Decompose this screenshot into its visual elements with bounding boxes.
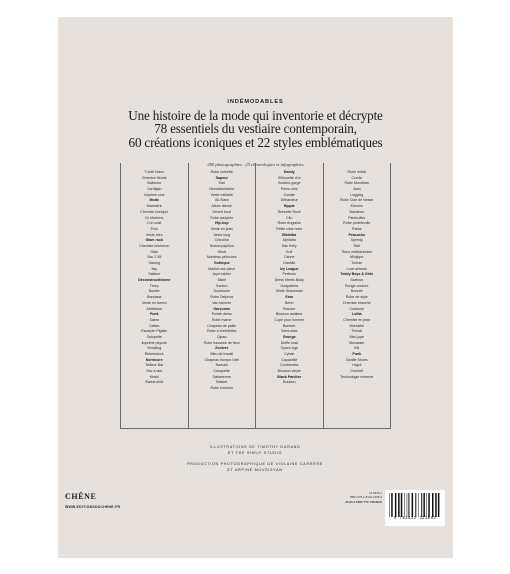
- index-entry: Doudoune: [213, 289, 231, 294]
- index-entry: Veste en jean: [210, 226, 233, 231]
- index-entry: Blouson vinyle: [277, 369, 301, 374]
- index-entry: Hayol: [352, 363, 362, 368]
- index-entry: Pantoufles: [348, 215, 366, 220]
- index-entry: Dr Martens: [145, 215, 164, 220]
- index-entry: Parka: [352, 226, 362, 231]
- index-style-heading: Zooters: [215, 346, 229, 351]
- barcode-bar: [435, 493, 437, 517]
- index-entry: Sac à dos: [146, 369, 163, 374]
- index-entry: Turban: [351, 261, 363, 265]
- index-entry: Chemise en jean: [343, 317, 371, 322]
- index-entry: Mini-jupe: [349, 334, 365, 339]
- index-entry: Robe Anglaise: [277, 221, 301, 226]
- index-entry: Sarbour: [350, 278, 364, 283]
- index-entry: Cardigan: [146, 187, 162, 192]
- index-entry: Tissu ombbarzinien: [341, 249, 373, 254]
- index-entry: Silhouette d'm: [277, 175, 301, 180]
- index-entry: Duffle coat: [280, 340, 298, 345]
- index-entry: Robe de style: [345, 295, 368, 300]
- index-column: [323, 163, 392, 429]
- price: 25,90 € PRIX TTC FRANCE: [345, 499, 382, 504]
- index-entry: Speedy: [350, 238, 363, 243]
- headline-line: Une histoire de la mode qui inventorie et décrypte: [128, 108, 383, 123]
- index-entry: Guayabera: [280, 283, 299, 288]
- index-entry: Imprimé lune: [143, 192, 165, 197]
- index-entry: Sac Kelly: [281, 243, 297, 248]
- index-entry: Gatu: [150, 249, 159, 254]
- index-entry: Legging: [350, 192, 364, 197]
- index-entry: Djellaba: [282, 238, 296, 243]
- index-entry: Smoking: [147, 346, 162, 351]
- index-entry: Soutien-gorge: [277, 181, 301, 186]
- barcode-bar: [415, 493, 416, 517]
- index-style-heading: Hippie: [283, 204, 295, 209]
- index-entry: Veste Shackman: [275, 289, 303, 294]
- index-entry: Namaki: [215, 363, 228, 368]
- publisher-website: WWW.EDITIONSDUCHENE.FR: [65, 505, 121, 509]
- contents-index: [120, 163, 391, 429]
- index-style-heading: Ivy League: [279, 266, 299, 271]
- index-entry: Robe Delphos: [210, 295, 234, 300]
- barcode-bar: [421, 493, 422, 517]
- index-entry: Robe mame: [211, 317, 232, 322]
- publisher-logo: CHÊNE: [65, 492, 97, 501]
- barcode-bar: [404, 493, 405, 517]
- index-column: [188, 163, 256, 429]
- index-entry: Robe Mondrian: [344, 181, 370, 186]
- credit-line: ET ARPINÉ MOVSISYAN: [227, 468, 283, 473]
- index-style-heading: Bikiniba: [282, 232, 297, 237]
- index-entry: Bomber: [282, 323, 296, 328]
- headline: [68, 109, 443, 149]
- index-entry: Technologie extreme: [340, 374, 374, 379]
- index-entry: Bresette Roxil: [278, 209, 301, 214]
- index-entry: Imprimé psyché: [141, 340, 167, 345]
- index-entry: Santon: [216, 283, 228, 288]
- index-entry: Culotte: [283, 192, 295, 197]
- barcode-bar: [389, 493, 390, 517]
- retail-info: [302, 491, 382, 504]
- index-entry: Van bonnee: [212, 300, 232, 305]
- index-entry: Ballerine: [147, 181, 162, 186]
- index-entry: Robe sculptée: [210, 215, 234, 220]
- index-entry: Robe métal: [347, 170, 366, 174]
- index-entry: Dress Meets Body: [274, 278, 304, 283]
- index-entry: Sailleur: [148, 272, 161, 277]
- index-entry: Manteau pétuches: [206, 255, 237, 260]
- index-entry: Kufi: [286, 249, 293, 254]
- index-entry: Copé pour homme: [274, 317, 305, 322]
- series-kicker: INDÉMODABLES: [227, 99, 284, 105]
- index-entry: All-Stars: [214, 198, 229, 203]
- barcode: [385, 490, 445, 526]
- index-entry: Salopette: [146, 334, 162, 339]
- index-entry: Basket: [216, 380, 228, 385]
- barcode-bar: [407, 493, 408, 517]
- index-entry: Rail: [353, 243, 360, 248]
- index-entry: Costume: [349, 306, 364, 311]
- index-style-heading: Glam rock: [145, 238, 164, 243]
- index-entry: Ravone: [283, 306, 296, 311]
- index-entry: Chemise bonique: [140, 209, 169, 214]
- index-entry: Veste militaire: [210, 192, 233, 197]
- index-entry: Cilu: [286, 215, 293, 220]
- index-entry: Chapeau trompe-l'œil: [204, 357, 239, 362]
- index-entry: Robe portefeuille: [343, 221, 371, 226]
- illustration-credits: [0, 444, 510, 456]
- index-entry: Sarong: [148, 261, 161, 265]
- index-entry: Veste bleu: [145, 232, 163, 237]
- index-entry: Chapeau de paille: [207, 323, 237, 328]
- index-entry: Col roulé: [147, 221, 162, 226]
- credit-line: ILLUSTRATIONS DE TIMOTHY DURAND: [209, 445, 301, 449]
- barcode-bar: [423, 493, 425, 517]
- barcode-bar: [426, 493, 427, 517]
- index-entry: Perfecto: [282, 272, 296, 277]
- index-entry: Chemise blanche: [342, 300, 371, 305]
- index-entry: Veste en tweed: [141, 300, 167, 305]
- index-style-heading: Garçonne: [213, 306, 231, 311]
- barcode-bar: [398, 493, 400, 517]
- barcode-bar: [401, 493, 403, 517]
- index-entry: Khaki: [149, 374, 159, 379]
- index-entry: Boubou: [283, 380, 296, 385]
- index-entry: Monokini: [349, 323, 364, 328]
- index-entry: Sweat-shirt: [145, 380, 164, 385]
- index-entry: Sabra: [149, 317, 160, 322]
- index-entry: Veste long: [213, 232, 231, 237]
- product-code: 74-5645-1: [368, 491, 382, 495]
- index-entry: Néoclassicisme: [209, 187, 235, 192]
- index-entry: Bonnet: [351, 289, 363, 294]
- index-entry: Caftan: [148, 323, 160, 328]
- index-entry: Love artwork: [346, 266, 368, 271]
- barcode-bar: [395, 493, 397, 517]
- barcode-bar: [438, 493, 440, 517]
- index-entry: T-shirt blanc: [144, 170, 165, 174]
- index-entry: Chemise fleurie: [141, 175, 167, 180]
- index-entry: Bustier: [148, 289, 160, 294]
- index-entry: Cyban: [284, 352, 295, 356]
- index-entry: Robe à bretelettes: [207, 329, 237, 334]
- index-entry: Capadrille: [281, 357, 298, 362]
- index-entry: Robe Clair de Nesse: [340, 198, 374, 203]
- index-entry: Chemise bûcheron: [139, 243, 170, 248]
- headline-line: 78 essentiels du vestiaire contemporain,: [154, 121, 357, 137]
- index-entry: Crinoline: [214, 238, 229, 243]
- index-entry: Athleisure: [146, 306, 163, 311]
- index-entry: Casquette: [213, 369, 230, 374]
- index-style-heading: Gothique: [213, 261, 230, 265]
- index-entry: Short: [217, 249, 227, 254]
- index-style-heading: Lolita: [351, 312, 362, 317]
- index-entry: Maillot une pièce: [208, 266, 236, 271]
- barcode-bar: [432, 493, 434, 517]
- index-style-heading: Mods: [149, 198, 159, 203]
- index-entry: Robe haussée de fleur: [203, 340, 240, 345]
- index-entry: Minijupe: [350, 255, 364, 260]
- index-style-heading: Black Panther: [277, 374, 302, 379]
- index-entry: Saharienne: [212, 374, 231, 379]
- index-entry: Semi-slice: [280, 329, 298, 334]
- index-entry: Trenç: [149, 283, 159, 288]
- index-style-heading: Dandy: [283, 170, 295, 174]
- photo-credits: [0, 461, 510, 473]
- index-entry: Marinière: [146, 204, 162, 209]
- index-entry: Desert boot: [212, 209, 232, 214]
- index-entry: Petite robe noire: [276, 226, 303, 231]
- barcode-bars: [388, 493, 442, 517]
- index-entry: Canne: [283, 255, 295, 260]
- barcode-bar: [428, 493, 430, 517]
- index-entry: Itsy: [151, 266, 158, 271]
- index-entry: Porno chic: [280, 187, 298, 192]
- index-entry: Débardeur: [280, 198, 298, 203]
- index-entry: Blouson aviateur: [275, 312, 303, 317]
- index-entry: Dashiki: [283, 261, 296, 265]
- index-entry: Condo: [351, 175, 363, 180]
- credit-line: ET THE SHELF STUDIO: [227, 451, 283, 456]
- index-style-heading: Hip-hop: [214, 221, 229, 226]
- index-entry: Space Age: [280, 346, 298, 351]
- index-entry: Noeud papillon: [209, 243, 234, 248]
- index-entry: Crochet: [350, 369, 364, 374]
- index-style-heading: Peacocks: [348, 232, 366, 237]
- index-entry: Allure diesse: [211, 204, 233, 209]
- photo-stats: 280 photographies · 25 chronologies et infographies: [207, 162, 304, 167]
- barcode-bar: [391, 493, 393, 517]
- index-entry: Rouge couture: [344, 283, 369, 288]
- index-style-heading: Normcore: [145, 357, 163, 362]
- index-entry: Combinetta: [280, 363, 299, 368]
- index-entry: Pointe dress: [211, 312, 232, 317]
- barcode-bar: [412, 493, 414, 517]
- index-style-heading: Grunge: [282, 334, 296, 339]
- index-column: [255, 163, 323, 429]
- index-entry: Tailleur Bar: [145, 363, 164, 368]
- barcode-bar: [419, 493, 420, 517]
- index-entry: Robe boutons: [210, 386, 233, 391]
- index-style-heading: Punk: [149, 312, 159, 317]
- index-style-heading: Emo: [285, 295, 294, 300]
- index-style-heading: Punk: [352, 352, 362, 356]
- index-entry: Jean: [352, 187, 361, 192]
- barcode-bar: [408, 493, 409, 517]
- index-entry: Qipao: [216, 334, 227, 339]
- index-style-heading: Déconstructivisme: [138, 278, 171, 283]
- index-entry: Béret: [284, 300, 294, 305]
- barcode-digits: 9 782812 321083: [393, 517, 437, 521]
- index-entry: Mocassin: [349, 340, 365, 345]
- index-entry: Polo: [150, 226, 158, 231]
- index-column: [120, 163, 188, 429]
- index-entry: Sac 2.55: [147, 255, 162, 260]
- index-style-heading: Sapeur: [215, 175, 228, 180]
- index-entry: Bandana: [147, 295, 162, 300]
- index-entry: Trench: [351, 329, 363, 334]
- index-entry: Birkenstock: [144, 352, 164, 356]
- index-entry: Kimono: [350, 204, 363, 209]
- isbn: ISBN 978-2-8123-2108-3: [349, 495, 382, 500]
- index-entry: Bleu de travail: [210, 352, 234, 356]
- index-entry: Kilt: [354, 346, 360, 351]
- headline-line: 60 créations iconiques et 22 styles emblématiques: [128, 134, 383, 150]
- index-entry: Sari: [218, 181, 225, 186]
- index-entry: Escarpin Pigalle: [141, 329, 168, 334]
- index-style-heading: Teddy Boys & Girls: [340, 272, 374, 277]
- credit-line: PRODUCTION PHOTOGRAPHIQUE DE VIOLAINE CARRÈRE: [187, 462, 323, 466]
- index-entry: Giraffe Shoes: [345, 357, 368, 362]
- index-entry: Jupe-tablier: [212, 272, 232, 277]
- index-entry: Robe nuisette: [210, 170, 233, 174]
- index-entry: Bandeau: [349, 209, 364, 214]
- index-entry: Bikini: [217, 278, 227, 283]
